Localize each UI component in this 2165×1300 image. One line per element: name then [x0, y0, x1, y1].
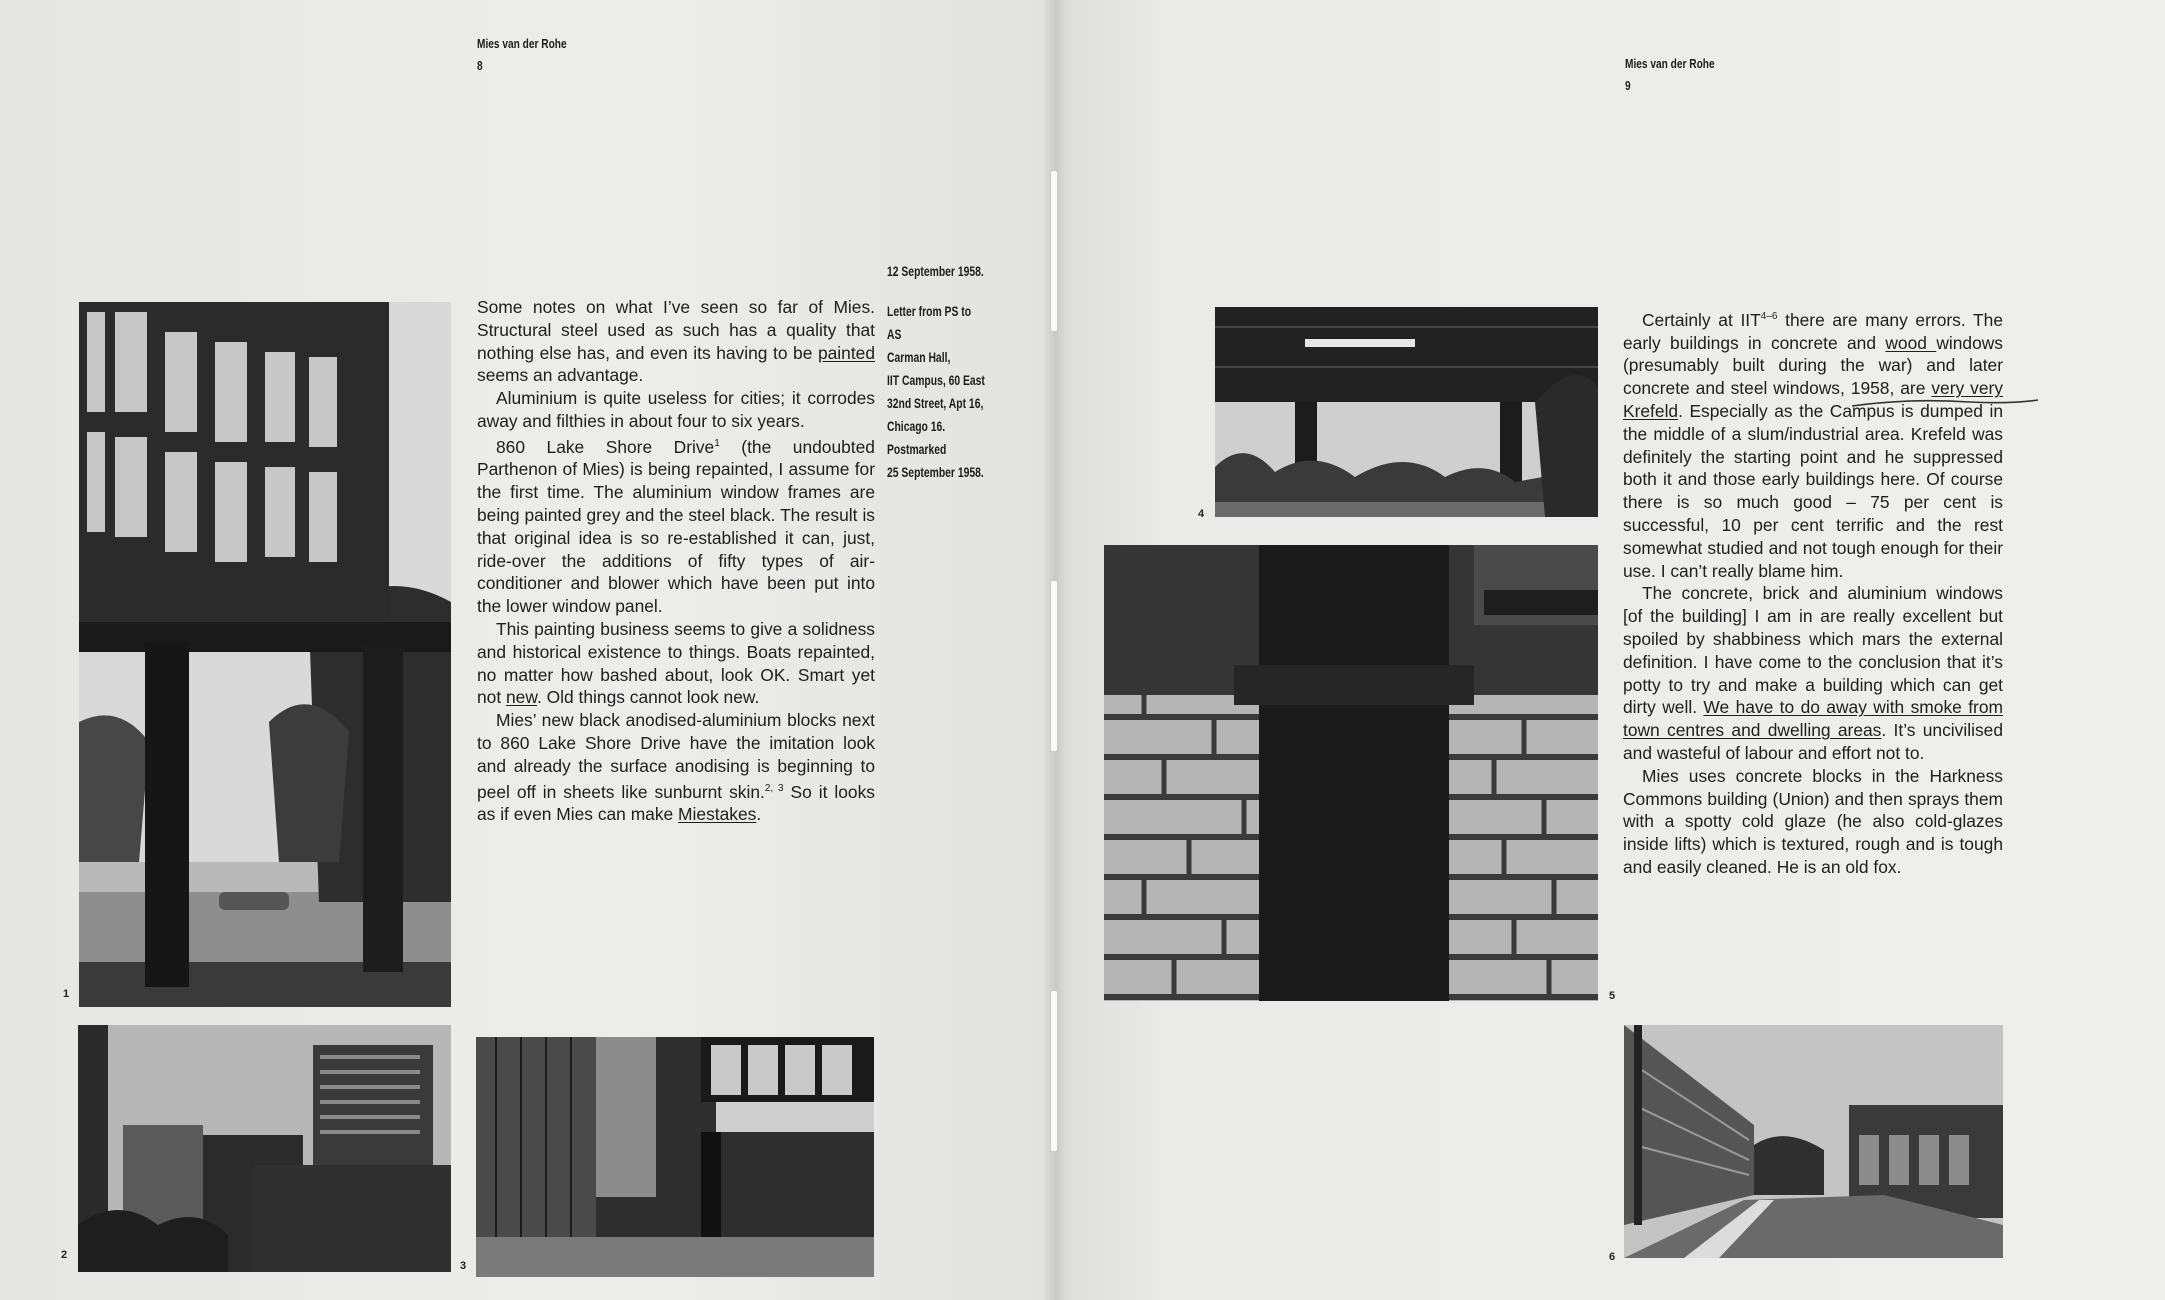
- photo-campus-street: [1624, 1025, 2003, 1258]
- footnote-ref: 4–6: [1760, 311, 1778, 322]
- paragraph: [1623, 306, 2003, 582]
- page-number: 8: [477, 58, 483, 73]
- text-run: (the undoubted Parthenon of Mies) is being repainted, I assume for the first time. The aluminium window frames are being painted grey and the steel black. The result is that original idea is so re-established it can, just, ride-over the additions of fifty types of air-conditioner and blower which have been put into the lower window panel.: [477, 436, 875, 617]
- underlined-text: very very Krefeld: [1623, 378, 2004, 421]
- text-run: 860 Lake Shore Drive: [496, 436, 715, 457]
- meta-line: AS: [887, 326, 902, 342]
- meta-line: Chicago 16.: [887, 418, 946, 434]
- letter-date: [887, 260, 984, 283]
- paragraph: Mies uses concrete blocks in the Harkness Commons building (Union) and then sprays them with a spotty cold glaze (he also cold-glazes inside lifts) which is textured, rough and is tough and easily cleaned. He is an old fox.: [1623, 765, 2003, 877]
- underlined-text: painted: [817, 342, 875, 363]
- meta-line: IIT Campus, 60 East: [887, 372, 985, 388]
- photo-brick-detail: [1104, 545, 1598, 1001]
- text-run: Certainly at IIT: [1642, 309, 1761, 330]
- paragraph: [477, 296, 875, 387]
- text-run: . Old things cannot look new.: [536, 687, 760, 708]
- meta-line: Letter from PS to: [887, 303, 972, 319]
- text-run: .: [756, 804, 762, 825]
- meta-line: Postmarked: [887, 441, 947, 457]
- text-run: So it looks as if even Mies can make: [477, 781, 875, 825]
- paragraph: [477, 618, 875, 709]
- figure-number: 5: [1609, 990, 1616, 1002]
- text-run: Some notes on what I’ve seen so far of Mies. Structural steel used as such has a quality that nothing else has, and even its having to be: [477, 297, 875, 363]
- page-number: 9: [1625, 78, 1631, 93]
- photo-anodised-blocks: [476, 1037, 874, 1277]
- photo-lake-shore-drive: [79, 302, 451, 1007]
- figure-number: 4: [1198, 508, 1205, 520]
- text-run: This painting business seems to give a solidness and historical existence to things. Boats repainted, no matter how bashed about, look OK. Smart yet not: [477, 618, 875, 708]
- binding-stitch: [1050, 170, 1058, 332]
- footnote-ref: 2, 3: [764, 782, 784, 794]
- paragraph: [477, 709, 875, 826]
- underlined-text: new: [506, 687, 537, 708]
- running-head-left: [477, 33, 567, 77]
- text-run: windows (presumably built during the war) and later concrete and steel windows, 1958, are: [1623, 332, 2004, 399]
- photo-skyline: [78, 1025, 451, 1272]
- paragraph: Aluminium is quite useless for cities; it corrodes away and filthies in about four to six years.: [477, 388, 875, 431]
- figure-number: 1: [63, 988, 70, 1000]
- running-head-right: [1625, 53, 1715, 97]
- letter-meta: [887, 300, 985, 484]
- binding-stitch: [1050, 990, 1058, 1152]
- figure-number: 6: [1609, 1251, 1616, 1263]
- text-run: The concrete, brick and aluminium windows [of the building] I am in are really excellent but spoiled by shabbiness which mars the external definition. I have come to the conclusion that it’s potty to try and make a building which can get dirty well.: [1623, 583, 2003, 718]
- underlined-text: Miestakes: [678, 804, 757, 825]
- figure-number: 3: [460, 1260, 467, 1272]
- paragraph: [1623, 582, 2003, 764]
- running-head-title: Mies van der Rohe: [1625, 56, 1715, 71]
- letter-body-left: [477, 296, 875, 826]
- running-head-title: Mies van der Rohe: [477, 36, 567, 51]
- footnote-ref: 1: [714, 437, 720, 449]
- text-run: Mies’ new black anodised-aluminium blocks next to 860 Lake Shore Drive have the imitation look and already the surface anodising is beginning to peel off in sheets like sunburnt skin.: [477, 710, 875, 802]
- meta-line: 25 September 1958.: [887, 464, 984, 480]
- underlined-text: wood: [1885, 332, 1937, 353]
- text-run: . It’s uncivilised and wasteful of labour and effort not to.: [1623, 720, 2003, 763]
- meta-line: Carman Hall,: [887, 349, 951, 365]
- text-run: there are many errors. The early buildings in concrete and: [1623, 309, 2004, 353]
- paragraph: [477, 433, 875, 618]
- meta-line: 32nd Street, Apt 16,: [887, 395, 984, 411]
- date-line: 12 September 1958.: [887, 263, 984, 279]
- photo-elevated-railway: [1215, 307, 1598, 517]
- underlined-text: We have to do away with smoke from town centres and dwelling areas: [1623, 697, 2003, 741]
- pen-annotation: [1850, 392, 2040, 416]
- binding-stitch: [1050, 580, 1058, 752]
- text-run: seems an advantage.: [477, 365, 644, 386]
- text-run: . Especially as the Campus is dumped in the middle of a slum/industrial area. Krefeld was definitely the starting point and he suppressed both it and those early buildings here. Of course there is so much good – 75 per cent is successful, 10 per cent terrific and the rest somewhat studied and not tough enough for their use. I can’t really blame him.: [1623, 400, 2003, 581]
- figure-number: 2: [61, 1249, 68, 1261]
